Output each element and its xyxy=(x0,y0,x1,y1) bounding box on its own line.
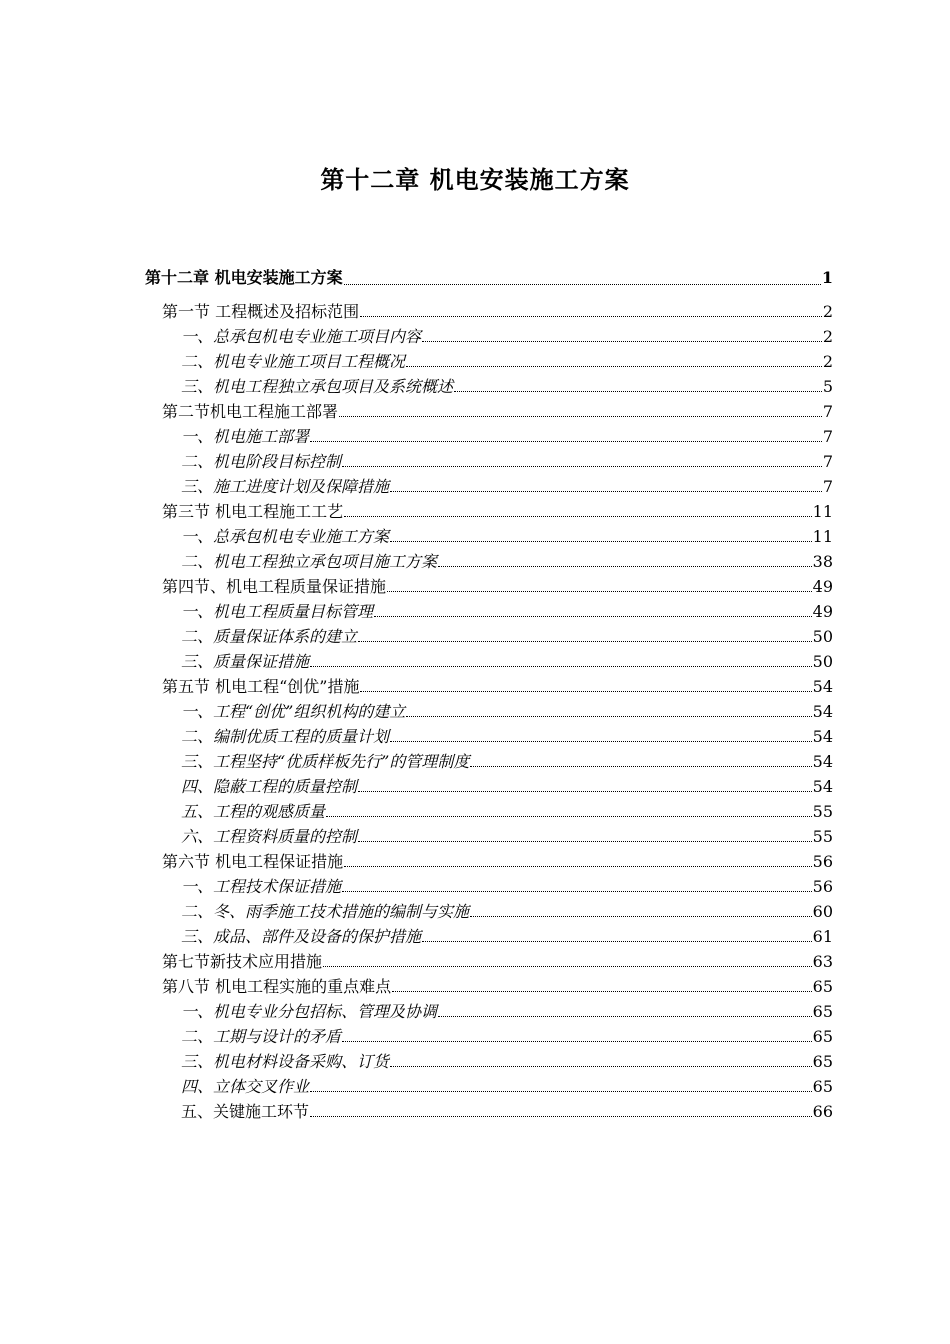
toc-entry-label: 三、施工进度计划及保障措施 xyxy=(181,477,390,496)
toc-entry-label: 三、成品、部件及设备的保护措施 xyxy=(181,927,422,946)
toc-entry-page: 49 xyxy=(812,577,833,596)
toc-subsection-entry[interactable] xyxy=(145,324,833,349)
toc-section-entry[interactable] xyxy=(145,499,833,524)
toc-dot-leader xyxy=(339,415,822,417)
toc-entry-label: 二、机电专业施工项目工程概况 xyxy=(181,352,406,371)
toc-entry-page: 11 xyxy=(812,502,833,521)
toc-dot-leader xyxy=(358,790,812,792)
toc-section-entry[interactable] xyxy=(145,849,833,874)
toc-section-entry[interactable] xyxy=(145,974,833,999)
toc-entry-label: 第四节、机电工程质量保证措施 xyxy=(162,577,387,596)
toc-subsection-entry[interactable] xyxy=(145,1099,833,1124)
toc-subsection-entry[interactable] xyxy=(145,1074,833,1099)
toc-dot-leader xyxy=(344,283,821,285)
toc-entry-page: 54 xyxy=(812,702,833,721)
toc-entry-page: 7 xyxy=(822,402,833,421)
toc-dot-leader xyxy=(326,815,812,817)
toc-dot-leader xyxy=(323,965,812,967)
toc-entry-page: 7 xyxy=(822,452,833,471)
toc-entry-label: 第八节 机电工程实施的重点难点 xyxy=(162,977,392,996)
toc-dot-leader xyxy=(360,690,811,692)
toc-entry-page: 66 xyxy=(812,1102,833,1121)
toc-entry-page: 54 xyxy=(812,752,833,771)
toc-dot-leader xyxy=(344,515,812,517)
toc-entry-page: 5 xyxy=(822,377,833,396)
toc-entry-page: 54 xyxy=(812,677,833,696)
toc-entry-label: 第五节 机电工程“创优”措施 xyxy=(162,677,360,696)
toc-entry-label: 二、工期与设计的矛盾 xyxy=(181,1027,342,1046)
toc-dot-leader xyxy=(358,840,812,842)
toc-entry-label: 二、机电工程独立承包项目施工方案 xyxy=(181,552,438,571)
toc-entry-page: 7 xyxy=(822,477,833,496)
toc-entry-label: 第十二章 机电安装施工方案 xyxy=(145,268,343,287)
toc-subsection-entry[interactable] xyxy=(145,599,833,624)
toc-entry-page: 55 xyxy=(812,827,833,846)
toc-dot-leader xyxy=(310,665,812,667)
toc-dot-leader xyxy=(390,490,822,492)
toc-subsection-entry[interactable] xyxy=(145,999,833,1024)
toc-entry-page: 50 xyxy=(812,652,833,671)
toc-subsection-entry[interactable] xyxy=(145,649,833,674)
toc-entry-label: 二、编制优质工程的质量计划 xyxy=(181,727,390,746)
toc-entry-page: 11 xyxy=(812,527,833,546)
toc-dot-leader xyxy=(470,765,811,767)
toc-entry-page: 2 xyxy=(822,352,833,371)
toc-entry-page: 65 xyxy=(812,1052,833,1071)
toc-entry-page: 55 xyxy=(812,802,833,821)
toc-entry-label: 第三节 机电工程施工工艺 xyxy=(162,502,344,521)
toc-dot-leader xyxy=(438,1015,812,1017)
toc-entry-page: 60 xyxy=(812,902,833,921)
toc-dot-leader xyxy=(342,1040,812,1042)
toc-dot-leader xyxy=(406,715,811,717)
toc-dot-leader xyxy=(390,740,812,742)
toc-entry-page: 56 xyxy=(812,852,833,871)
toc-dot-leader xyxy=(342,465,822,467)
toc-entry-label: 三、机电材料设备采购、订货 xyxy=(181,1052,390,1071)
toc-entry-label: 四、隐蔽工程的质量控制 xyxy=(181,777,358,796)
toc-subsection-entry[interactable] xyxy=(145,774,833,799)
toc-entry-label: 二、质量保证体系的建立 xyxy=(181,627,358,646)
toc-entry-page: 7 xyxy=(822,427,833,446)
toc-entry-label: 第二节机电工程施工部署 xyxy=(162,402,339,421)
toc-subsection-entry[interactable] xyxy=(145,449,833,474)
toc-subsection-entry[interactable] xyxy=(145,824,833,849)
toc-subsection-entry[interactable] xyxy=(145,724,833,749)
toc-subsection-entry[interactable] xyxy=(145,874,833,899)
toc-entry-page: 38 xyxy=(812,552,833,571)
toc-subsection-entry[interactable] xyxy=(145,424,833,449)
toc-dot-leader xyxy=(360,315,822,317)
toc-entry-page: 56 xyxy=(812,877,833,896)
toc-section-entry[interactable] xyxy=(145,399,833,424)
toc-entry-label: 三、质量保证措施 xyxy=(181,652,310,671)
toc-entry-page: 2 xyxy=(822,327,833,346)
toc-entry-page: 1 xyxy=(821,268,833,287)
toc-entry-page: 54 xyxy=(812,727,833,746)
toc-subsection-entry[interactable] xyxy=(145,1049,833,1074)
toc-section-entry[interactable] xyxy=(145,949,833,974)
toc-entry-page: 63 xyxy=(812,952,833,971)
toc-entry-page: 65 xyxy=(812,1027,833,1046)
toc-dot-leader xyxy=(342,890,812,892)
toc-subsection-entry[interactable] xyxy=(145,1024,833,1049)
table-of-contents xyxy=(145,264,833,1124)
toc-section-entry[interactable] xyxy=(145,574,833,599)
toc-dot-leader xyxy=(454,390,822,392)
toc-subsection-entry[interactable] xyxy=(145,699,833,724)
toc-dot-leader xyxy=(390,540,812,542)
toc-entry-label: 一、机电专业分包招标、管理及协调 xyxy=(181,1002,438,1021)
toc-entry-page: 65 xyxy=(812,977,833,996)
toc-entry-page: 2 xyxy=(822,302,833,321)
toc-entry-label: 第七节新技术应用措施 xyxy=(162,952,323,971)
toc-entry-label: 一、机电施工部署 xyxy=(181,427,310,446)
toc-subsection-entry[interactable] xyxy=(145,799,833,824)
toc-dot-leader xyxy=(387,590,812,592)
toc-entry-label: 五、关键施工环节 xyxy=(181,1102,310,1121)
toc-dot-leader xyxy=(392,990,812,992)
document-title: 第十二章 机电安装施工方案 xyxy=(320,165,630,194)
toc-subsection-entry[interactable] xyxy=(145,899,833,924)
toc-entry-label: 五、工程的观感质量 xyxy=(181,802,326,821)
toc-entry-label: 第六节 机电工程保证措施 xyxy=(162,852,344,871)
toc-dot-leader xyxy=(406,365,822,367)
toc-entry-page: 54 xyxy=(812,777,833,796)
toc-entry-label: 三、机电工程独立承包项目及系统概述 xyxy=(181,377,454,396)
toc-section-entry[interactable] xyxy=(145,674,833,699)
toc-entry-page: 49 xyxy=(812,602,833,621)
toc-entry-label: 一、机电工程质量目标管理 xyxy=(181,602,374,621)
toc-subsection-entry[interactable] xyxy=(145,524,833,549)
toc-entry-label: 二、冬、雨季施工技术措施的编制与实施 xyxy=(181,902,470,921)
toc-entry-label: 四、立体交叉作业 xyxy=(181,1077,310,1096)
toc-dot-leader xyxy=(310,1090,812,1092)
toc-entry-label: 一、工程技术保证措施 xyxy=(181,877,342,896)
toc-subsection-entry[interactable] xyxy=(145,474,833,499)
toc-subsection-entry[interactable] xyxy=(145,349,833,374)
toc-entry-page: 65 xyxy=(812,1002,833,1021)
toc-entry-page: 65 xyxy=(812,1077,833,1096)
toc-entry-page: 61 xyxy=(812,927,833,946)
toc-subsection-entry[interactable] xyxy=(145,624,833,649)
toc-entry-page: 50 xyxy=(812,627,833,646)
toc-entry-label: 一、总承包机电专业施工项目内容 xyxy=(181,327,422,346)
toc-entry-label: 六、工程资料质量的控制 xyxy=(181,827,358,846)
toc-dot-leader xyxy=(344,865,812,867)
toc-section-entry[interactable] xyxy=(145,299,833,324)
toc-subsection-entry[interactable] xyxy=(145,374,833,399)
toc-subsection-entry[interactable] xyxy=(145,549,833,574)
toc-entry-label: 第一节 工程概述及招标范围 xyxy=(162,302,360,321)
toc-entry-label: 一、工程“创优”组织机构的建立 xyxy=(181,702,406,721)
toc-dot-leader xyxy=(438,565,812,567)
toc-dot-leader xyxy=(358,640,812,642)
toc-dot-leader xyxy=(470,915,812,917)
toc-entry-label: 二、机电阶段目标控制 xyxy=(181,452,342,471)
toc-entry-label: 三、工程坚持“优质样板先行”的管理制度 xyxy=(181,752,470,771)
toc-chapter-entry[interactable] xyxy=(145,264,833,292)
toc-dot-leader xyxy=(390,1065,812,1067)
toc-subsection-entry[interactable] xyxy=(145,924,833,949)
toc-dot-leader xyxy=(422,340,822,342)
toc-subsection-entry[interactable] xyxy=(145,749,833,774)
toc-dot-leader xyxy=(310,440,822,442)
toc-dot-leader xyxy=(422,940,812,942)
toc-dot-leader xyxy=(374,615,812,617)
toc-dot-leader xyxy=(310,1115,812,1117)
toc-entry-label: 一、总承包机电专业施工方案 xyxy=(181,527,390,546)
